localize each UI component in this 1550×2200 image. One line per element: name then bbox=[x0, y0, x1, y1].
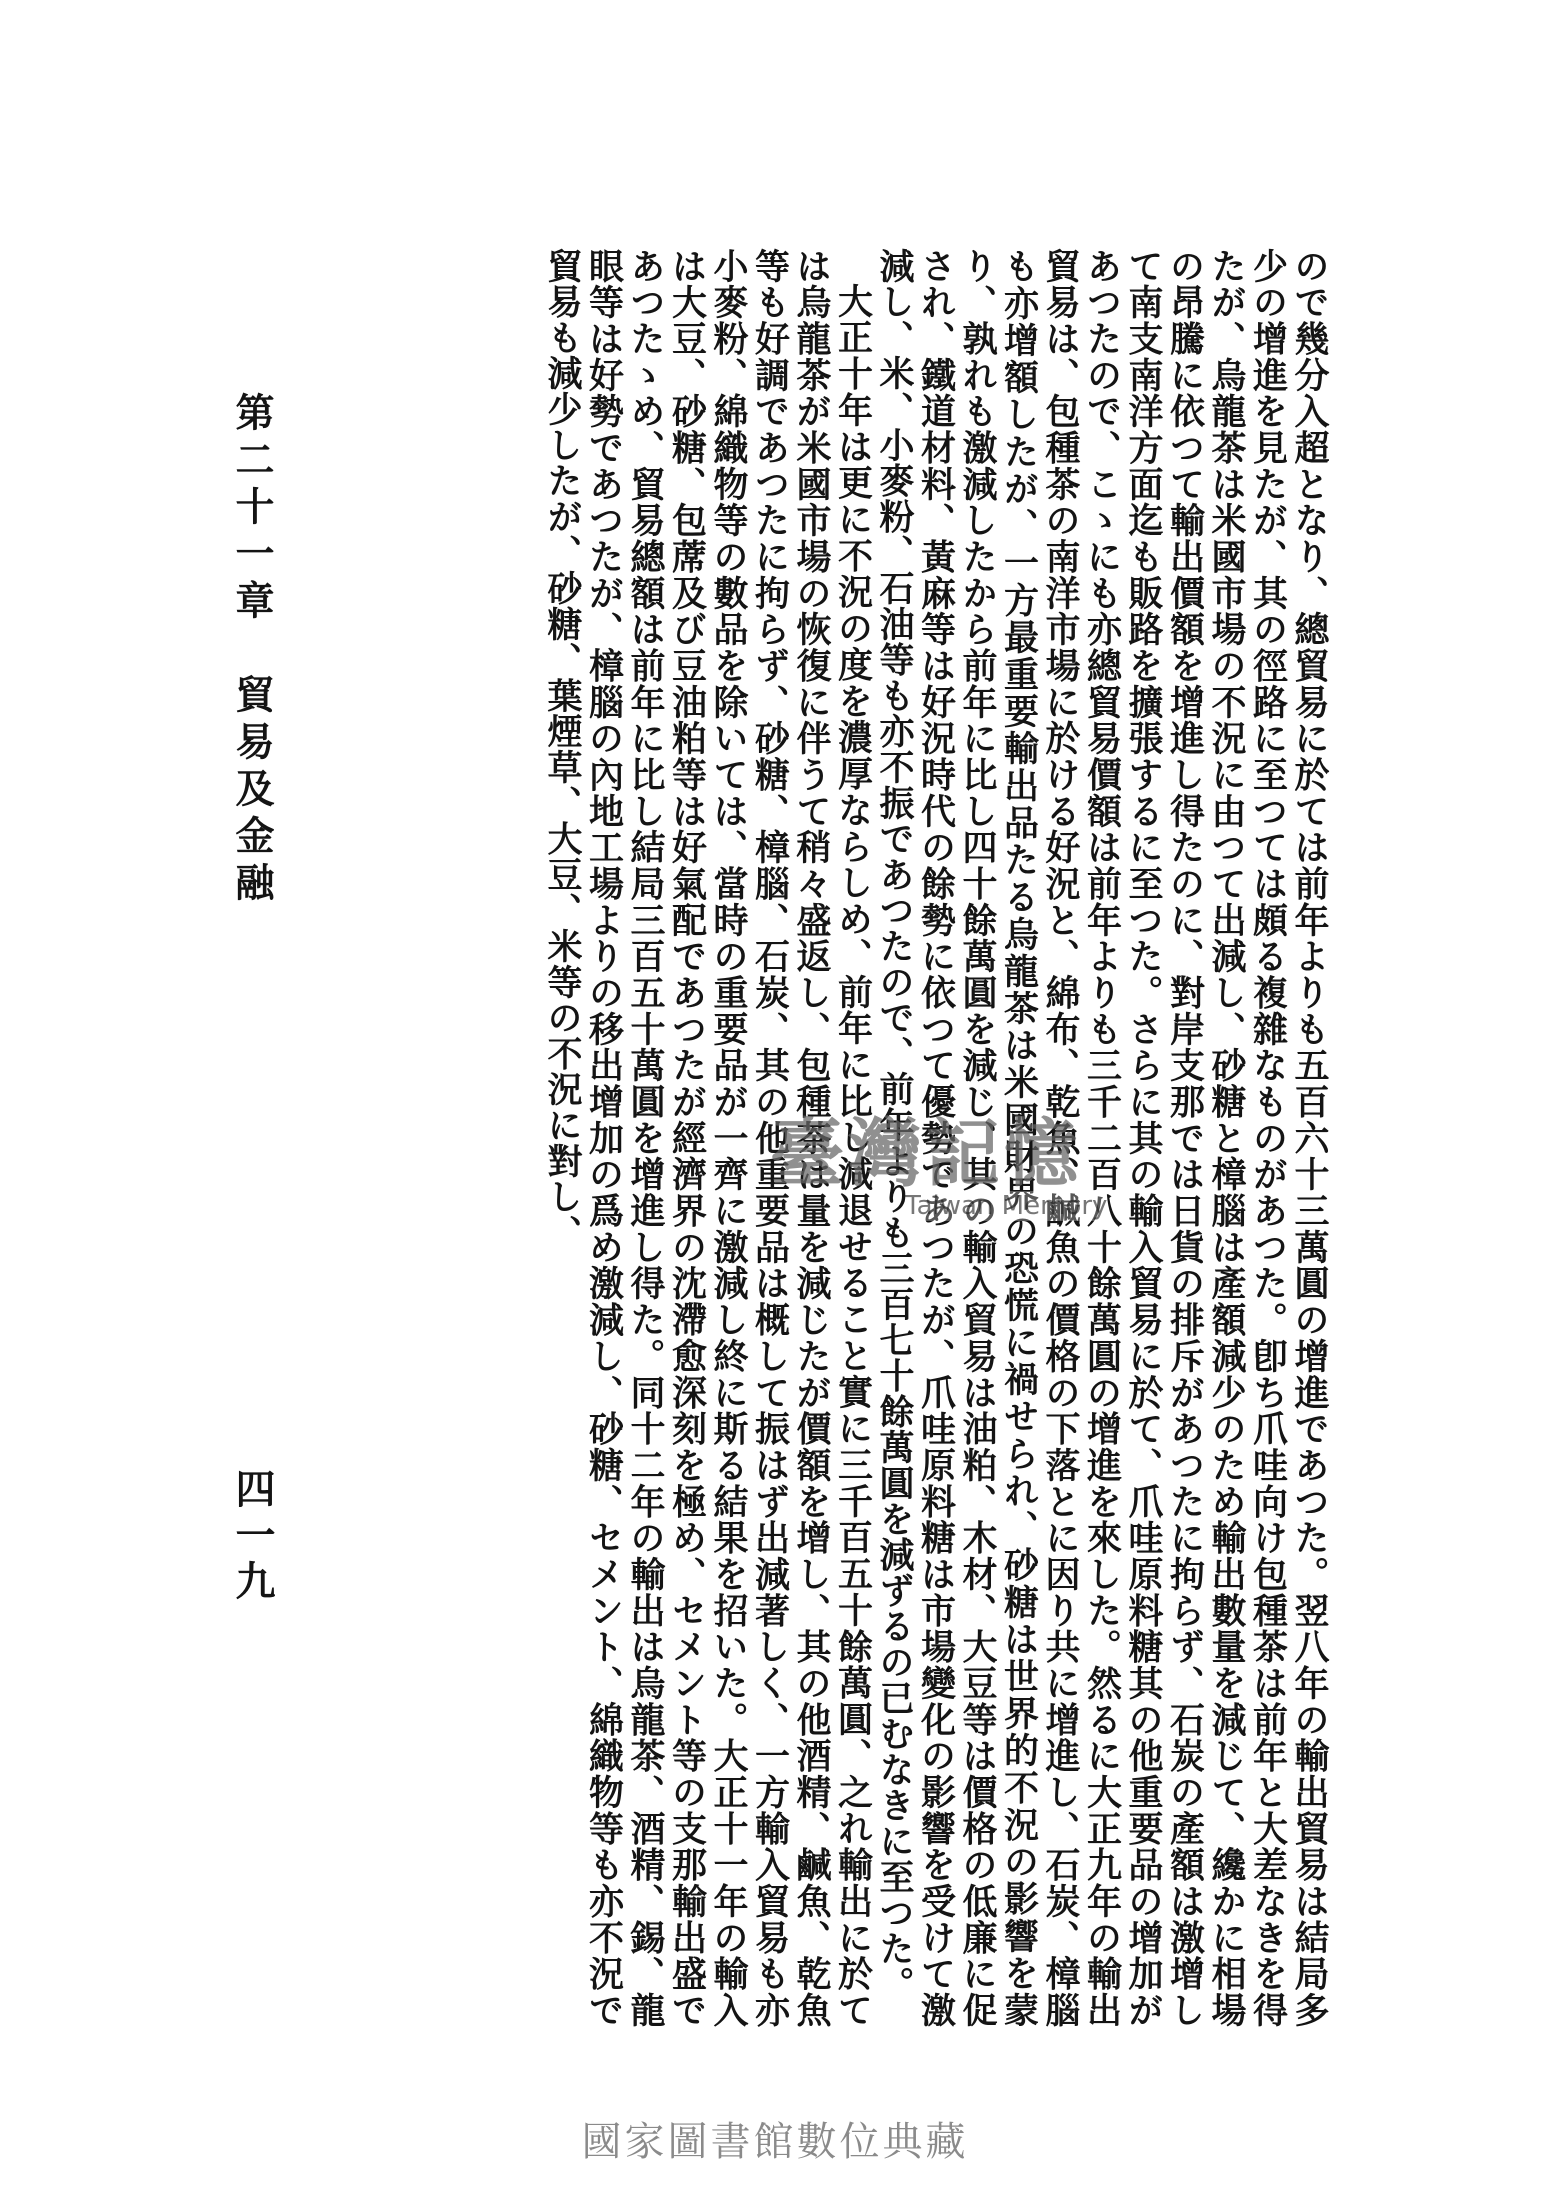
watermark-title: 臺灣記憶 bbox=[770, 1111, 1082, 1197]
watermark-subtitle: Taiwan Memory bbox=[905, 1191, 1108, 1221]
page-number: 四一九 bbox=[229, 1468, 276, 1606]
watermark-logo bbox=[770, 1095, 1190, 1245]
footer-caption: 國家圖書館數位典藏 bbox=[581, 2119, 969, 2165]
paragraph-1: ので幾分入超となり、總貿易に於ては前年よりも五百六十三萬圓の增進であつた。翌八年の輸出貿易は結局多少の增進を見たが、其の徑路に至つては頗る複雜なものがあつた。卽ち爪哇向け包種茶は前年と大差なきを得たが、烏龍茶は米國市場の不況に由つて出減し、砂糖と樟腦は產額減少のため輸出數量を減じて、纔かに相場の昂騰に依つて輸出價額を增進し得たのに、對岸支那では日貨の排斥があつたに拘らず、石炭の產額は激增して南支南洋方面迄も販路を擴張するに至つた。さらに其の輸入貿易に於て、爪哇原料糖其の他重要品の增加があつたので、こゝにも亦總貿易價額は前年よりも三千二百八十餘萬圓の增進を來した。然るに大正九年の輸出貿易は、包種茶の南洋市場に於ける好況と、綿布、乾魚、鹹魚の價格の下落とに因り共に增進し、石炭、樟腦も亦增額したが、一方最重要輸出品たる烏龍茶は米國財界の恐慌に禍せられ、砂糖は世界的不況の影響を蒙り、孰れも激減したから前年に比し四十餘萬圓を減じ、其の輸入貿易は油粕、木材、大豆等は價格の低廉に促され、鐵道材料、黃麻等は好況時代の餘勢に依つて優勢であつたが、爪哇原料糖は市場變化の影響を受けて激減し、米、小麥粉、石油等も亦不振であつたので、前年よりも三百七十餘萬圓を減ずるの已むなきに至つた。 bbox=[874, 248, 1330, 2028]
paragraph-2: 大正十年は更に不況の度を濃厚ならしめ、前年に比し減退せること實に三千百五十餘萬圓、之れ輸出に於ては烏龍茶が米國市場の恢復に伴うて稍々盛返し、包種茶は量を減じたが價額を增し、其の他酒精、鹹魚、乾魚等も好調であつたに拘らず、砂糖、樟腦、石炭、其の他重要品は概して振はず出減著しく、一方輸入貿易も亦小麥粉、綿織物等の數品を除いては、當時の重要品が一齊に激減し終に斯る結果を招いた。大正十一年の輸入は大豆、砂糖、包蓆及び豆油粕等は好氣配であつたが經濟界の沈滯愈深刻を極め、セメント等の支那輸出盛であつたゝめ、貿易總額は前年に比し結局三百五十萬圓を增進し得た。同十二年の輸出は烏龍茶、酒精、錫、龍眼等は好勢であつたが、樟腦の內地工場よりの移出增加の爲め激減し、砂糖、セメント、綿織物等も亦不況で貿易も減少したが、砂糖、葉煙草、大豆、米等の不況に對し、 bbox=[542, 248, 874, 2028]
running-head: 第二十一章 貿易及金融 bbox=[229, 392, 275, 909]
